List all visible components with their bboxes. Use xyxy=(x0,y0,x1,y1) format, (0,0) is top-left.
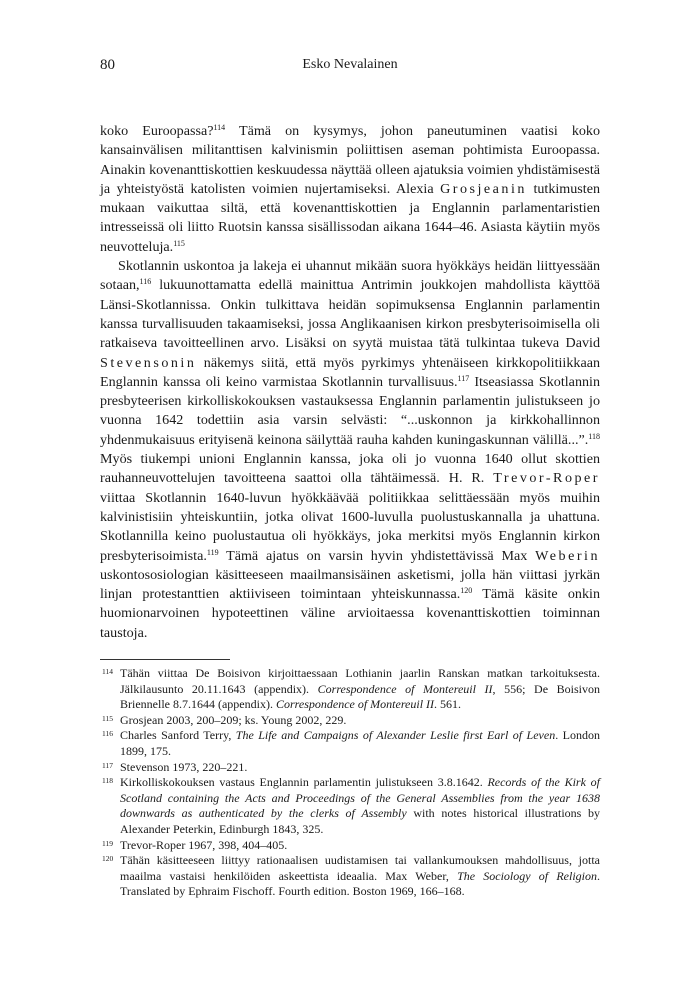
footnote-ref-115[interactable]: 115 xyxy=(173,238,185,248)
footnote-120 xyxy=(100,853,600,900)
cited-title: The Life and Campaigns of Alexander Leslie first Earl of Leven xyxy=(235,728,556,743)
footnote-number: 116 xyxy=(102,729,113,739)
cited-title: The Sociology of Religion xyxy=(457,868,598,883)
text-run: viittaa Skotlannin 1640-luvun hyökkäävää politiikkaa selittäessään myös muihin kalvinistisiin yhteiskuntiin, jotka olivat 1600-luvulla puolustuskannalla ja uhattuna. Skotlannilla keino puolustautua oli hyökkäys, joka merkitsi myös Englannin kirkon presbyterisoimista. xyxy=(100,489,600,564)
footnote-ref-118[interactable]: 118 xyxy=(588,431,600,441)
paragraph-2 xyxy=(100,257,600,643)
footnote-ref-116[interactable]: 116 xyxy=(139,277,152,287)
text-run: tutkimusten mukaan vaikuttaa siltä, että kovenanttiskottien ja Englannin parlamentaristien intresseissä oli liitto Ruotsin kanssa sisällissodan aikana 1644–46. Asiasta käytiin myös neuvotteluja. xyxy=(100,180,601,255)
text-run: . Translated by Ephraim Fischoff. Fourth edition. Boston 1969, 166–168. xyxy=(120,868,601,899)
footnote-115 xyxy=(100,713,600,729)
footnote-divider xyxy=(100,659,230,660)
footnote-ref-119[interactable]: 119 xyxy=(206,547,219,557)
footnote-119 xyxy=(100,838,600,854)
text-run: Grosjean 2003, 200–209; ks. Young 2002, 229. xyxy=(120,712,347,727)
text-run: Tämä on kysymys, johon paneutuminen vaatisi koko kansainvälisen militanttisen kalvinismin poliittisen aseman pohtimista Euroopassa. Ainakin kovenanttiskottien keskuudessa näyttää olleen ajatuksia voimien yhdistämisestä ja yhteistyöstä katolisten voimien nujertamiseksi. Alexia xyxy=(100,123,601,197)
body-text xyxy=(100,122,600,643)
text-run: Myös tiukempi unioni Englannin kanssa, joka oli jo vuonna 1640 ollut skottien rauhanneuvottelujen tavoitteena saattoi olla tähtäimessä. H. R. xyxy=(100,451,600,487)
footnote-116 xyxy=(100,728,600,759)
footnotes xyxy=(100,666,600,900)
footnote-number: 114 xyxy=(102,667,113,676)
text-run: näkemys siitä, että myös pyrkimys yhtenäiseen kirkkopolitiikkaan Englannin kanssa oli keino varmistaa Skotlannin turvallisuus. xyxy=(100,354,600,390)
text-run: Stevenson 1973, 220–221. xyxy=(120,759,248,774)
text-run: Itseasiassa Skotlannin presbyteerisen kirkolliskokouksen vastauksessa Englannin parlamentin julistukseen jo vuonna 1642 todettiin asia varsin selvästi: “...uskonnon ja kirkkohallinnon yhdenmukaisuus erityisenä keinona säilyttää rauha kahden kuningaskunnan välillä...”. xyxy=(100,373,600,448)
footnote-ref-114[interactable]: 114 xyxy=(213,123,226,132)
text-run: . 561. xyxy=(434,697,462,712)
text-run: , 556; De Boisivon Briennelle 8.7.1644 (appendix). xyxy=(120,681,600,712)
footnote-number: 117 xyxy=(102,760,113,770)
footnote-ref-117[interactable]: 117 xyxy=(457,373,470,383)
text-run: uskontososiologian käsitteeseen maailmansisäinen asketismi, jolla hän viittasi jyrkän linjan protestanttien aktiiviseen toimintaan yhteiskunnassa. xyxy=(100,566,600,603)
footnote-number: 120 xyxy=(102,854,114,864)
footnote-ref-120[interactable]: 120 xyxy=(460,586,473,596)
text-run: with notes historical illustrations by Alexander Peterkin, Edinburgh 1843, 325. xyxy=(120,806,601,836)
text-run: Tämä ajatus on varsin hyvin yhdistettävissä Max xyxy=(218,547,536,564)
text-run: Skotlannin uskontoa ja lakeja ei uhannut mikään suora hyökkäys heidän liittyessään sotaan, xyxy=(100,258,600,294)
text-run: Tähän käsitteeseen liittyy rationaalisen uudistamisen tai vallankumouksen mahdollisuus, jotta maailma vastaisi henkilöiden askeettista ideaalia. Max Weber, xyxy=(120,853,600,883)
cited-title: Records of the Kirk of Scotland containing the Acts and Proceedings of the General Assemblies from the year 1638 downwards as authenticated by the clerks of Assembly xyxy=(120,775,600,821)
text-run: Tähän viittaa De Boisivon kirjoittaessaan Lothianin jaarlin Ranskan matkan tarkoituksesta. Jälkilausunto 20.11.1643 (appendix). xyxy=(120,666,600,696)
author-name-grosjean: Grosjeanin xyxy=(440,180,527,197)
footnote-number: 119 xyxy=(102,838,113,848)
page-number: 80 xyxy=(100,57,115,73)
text-run: lukuunottamatta edellä mainittua Antrimin joukkojen mahdollista käyttöä Länsi-Skotlannissa. Onkin tulkittava heidän sopimuksensa Englannin parlamentin kanssa turvallisuuden takaamiseksi, jossa Anglikaanisen kirkon presbyterisoimisella oli ratkaiseva tavoitteellinen arvo. Lisäksi on syytä muistaa tätä tulkintaa tukeva David xyxy=(100,277,600,352)
footnote-114 xyxy=(100,666,600,713)
cited-title: Correspondence of Montereuil II xyxy=(317,681,493,696)
text-run: Kirkolliskokouksen vastaus Englannin parlamentin julistukseen 3.8.1642. xyxy=(120,775,488,790)
text-run: koko Euroopassa? xyxy=(100,123,214,139)
footnote-118 xyxy=(100,775,600,837)
running-head: Esko Nevalainen xyxy=(302,57,398,72)
footnote-number: 118 xyxy=(102,776,113,786)
text-run: . London 1899, 175. xyxy=(120,728,600,758)
text-run: Charles Sanford Terry, xyxy=(120,728,236,743)
cited-title: Correspondence of Montereuil II xyxy=(275,697,435,712)
footnote-number: 115 xyxy=(102,713,113,723)
paragraph-1 xyxy=(100,122,600,257)
footnote-117 xyxy=(100,760,600,776)
text-run: Trevor-Roper 1967, 398, 404–405. xyxy=(120,837,288,852)
author-name-weber: Weberin xyxy=(535,547,600,564)
author-name-trevor-roper: Trevor-Roper xyxy=(493,470,600,487)
author-name-stevenson: Stevensonin xyxy=(100,354,197,371)
text-run: Tämä käsite onkin huomionarvoinen hypoteettinen väline arvioitaessa kovenanttiskottien toiminnan taustoja. xyxy=(100,586,600,641)
